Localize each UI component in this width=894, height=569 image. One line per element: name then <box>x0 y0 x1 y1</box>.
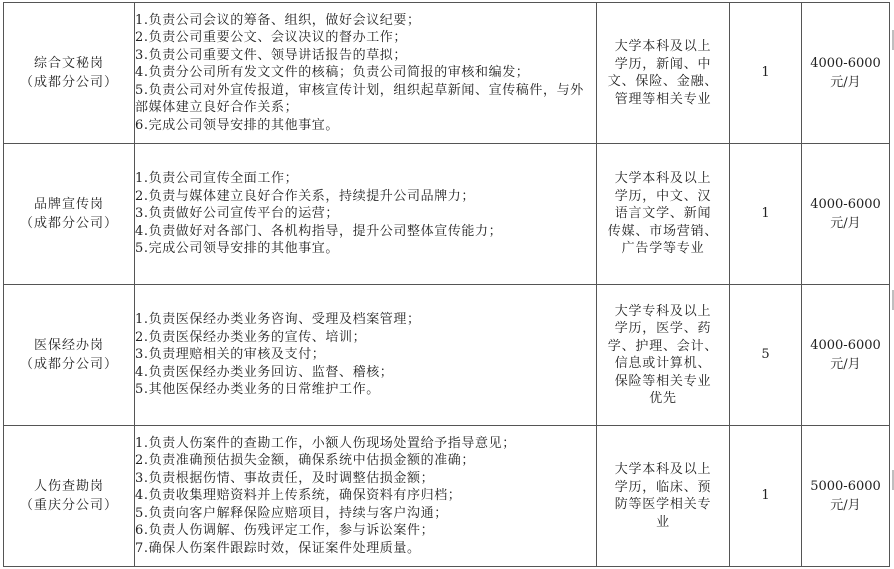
duties-cell <box>135 3 597 144</box>
duty-item: 2.负责准确预估损失金额，确保系统中估损金额的准确； <box>135 453 476 469</box>
duty-item: 4.负责分公司所有发文文件的核稿；负责公司简报的审核和编发； <box>135 65 530 81</box>
duty-item: 6.完成公司领导安排的其他事宜。 <box>135 117 340 133</box>
headcount-cell: 1 <box>730 426 802 567</box>
duty-list <box>135 170 596 258</box>
requirement-line: 学、护理、会计、 <box>607 338 719 354</box>
requirement-line: 学历，临床、预 <box>614 479 712 495</box>
requirement-line: 大学本科及以上 <box>614 171 712 187</box>
salary-unit: 元/月 <box>830 75 861 90</box>
job-branch: （重庆分公司） <box>19 498 118 513</box>
salary-unit: 元/月 <box>830 216 861 231</box>
salary-range: 4000-6000 <box>810 56 881 71</box>
requirement-cell <box>597 144 730 285</box>
requirement-line: 管理等相关专业 <box>614 91 712 107</box>
salary-cell <box>802 285 890 426</box>
job-title: 综合文秘岗 <box>33 56 104 71</box>
duty-list <box>135 435 596 558</box>
requirement-line: 语言文学、新闻 <box>614 206 712 222</box>
duties-cell <box>135 144 597 285</box>
job-table <box>3 2 890 567</box>
job-branch: （成都分公司） <box>19 216 118 231</box>
requirement-line: 保险等相关专业 <box>614 373 712 389</box>
duty-item: 2.负责医保经办类业务的宣传、培训； <box>135 329 367 345</box>
headcount-cell: 5 <box>730 285 802 426</box>
duty-item: 4.负责做好对各部门、各机构指导，提升公司整体宣传能力； <box>135 223 503 239</box>
duty-item: 1.负责公司宣传全面工作； <box>135 171 299 187</box>
requirement-line: 防等医学相关专 <box>614 497 712 512</box>
requirement-line: 广告学等专业 <box>621 241 705 257</box>
requirement-cell <box>597 3 730 144</box>
requirement-line: 业 <box>656 514 670 530</box>
duty-item: 3.负责做好公司宣传平台的运营； <box>135 206 340 222</box>
job-branch: （成都分公司） <box>19 75 118 90</box>
duty-item: 1.负责公司会议的筹备、组织，做好会议纪要； <box>135 12 421 28</box>
requirement-line: 信息或计算机、 <box>614 356 712 371</box>
requirement-line: 大学专科及以上 <box>614 303 712 319</box>
requirement-cell <box>597 426 730 567</box>
job-title-cell <box>4 144 135 285</box>
job-branch: （成都分公司） <box>19 357 118 372</box>
salary-range: 5000-6000 <box>810 479 881 494</box>
duty-item: 5.完成公司领导安排的其他事宜。 <box>135 241 340 257</box>
salary-unit: 元/月 <box>830 357 861 372</box>
salary-range: 4000-6000 <box>810 338 881 353</box>
duty-item: 7.确保人伤案件跟踪时效，保证案件处理质量。 <box>135 540 421 556</box>
requirement-line: 文、保险、金融、 <box>607 74 719 89</box>
salary-cell <box>802 426 890 567</box>
table-row <box>4 3 890 144</box>
requirement-line: 传媒、市场营销、 <box>607 223 719 239</box>
duty-item: 1.负责人伤案件的查勘工作，小额人伤现场处置给予指导意见； <box>135 435 516 451</box>
duty-item: 3.负责根据伤情、事故责任，及时调整估损金额； <box>135 470 435 486</box>
duty-item: 2.负责与媒体建立良好合作关系，持续提升公司品牌力； <box>135 188 476 204</box>
job-title: 人伤查勘岗 <box>33 479 104 494</box>
requirement-cell <box>597 285 730 426</box>
duty-item: 6.负责人伤调解、伤残评定工作，参与诉讼案件； <box>135 523 435 539</box>
table-row <box>4 144 890 285</box>
duty-item: 5.其他医保经办类业务的日常维护工作。 <box>135 382 380 398</box>
job-title-cell <box>4 3 135 144</box>
duties-cell <box>135 285 597 426</box>
job-title: 医保经办岗 <box>33 338 104 353</box>
requirement-line: 优先 <box>649 391 677 406</box>
salary-cell <box>802 3 890 144</box>
table-row <box>4 426 890 567</box>
duty-item: 4.负责医保经办类业务回访、监督、稽核； <box>135 364 394 380</box>
salary-unit: 元/月 <box>830 498 861 513</box>
duty-list <box>135 311 596 399</box>
requirement-line: 学历，中文、汉 <box>614 188 712 204</box>
duty-item: 1.负责医保经办类业务咨询、受理及档案管理； <box>135 312 421 328</box>
headcount-cell: 1 <box>730 3 802 144</box>
job-title-cell <box>4 426 135 567</box>
duty-list <box>135 12 596 135</box>
duties-cell <box>135 426 597 567</box>
duty-item: 5.负责公司对外宣传报道，审核宣传计划，组织起草新闻、宣传稿件，与外部媒体建立良好合作关系； <box>135 82 584 116</box>
duty-item: 2.负责公司重要公文、会议决议的督办工作； <box>135 30 408 46</box>
requirement-line: 学历，新闻、中 <box>614 56 712 72</box>
job-title: 品牌宣传岗 <box>33 197 104 212</box>
requirement-line: 大学本科及以上 <box>614 39 712 54</box>
duty-item: 3.负责理赔相关的审核及支付； <box>135 347 326 363</box>
table-row <box>4 285 890 426</box>
job-title-cell <box>4 285 135 426</box>
requirement-line: 学历，医学、药 <box>614 321 712 336</box>
duty-item: 4.负责收集理赔资料并上传系统，确保资料有序归档； <box>135 488 462 504</box>
headcount-cell: 1 <box>730 144 802 285</box>
requirement-line: 大学本科及以上 <box>614 462 712 477</box>
salary-cell <box>802 144 890 285</box>
duty-item: 5.负责向客户解释保险应赔项目，持续与客户沟通； <box>135 505 448 521</box>
duty-item: 3.负责公司重要文件、领导讲话报告的草拟； <box>135 47 408 63</box>
salary-range: 4000-6000 <box>810 197 881 212</box>
